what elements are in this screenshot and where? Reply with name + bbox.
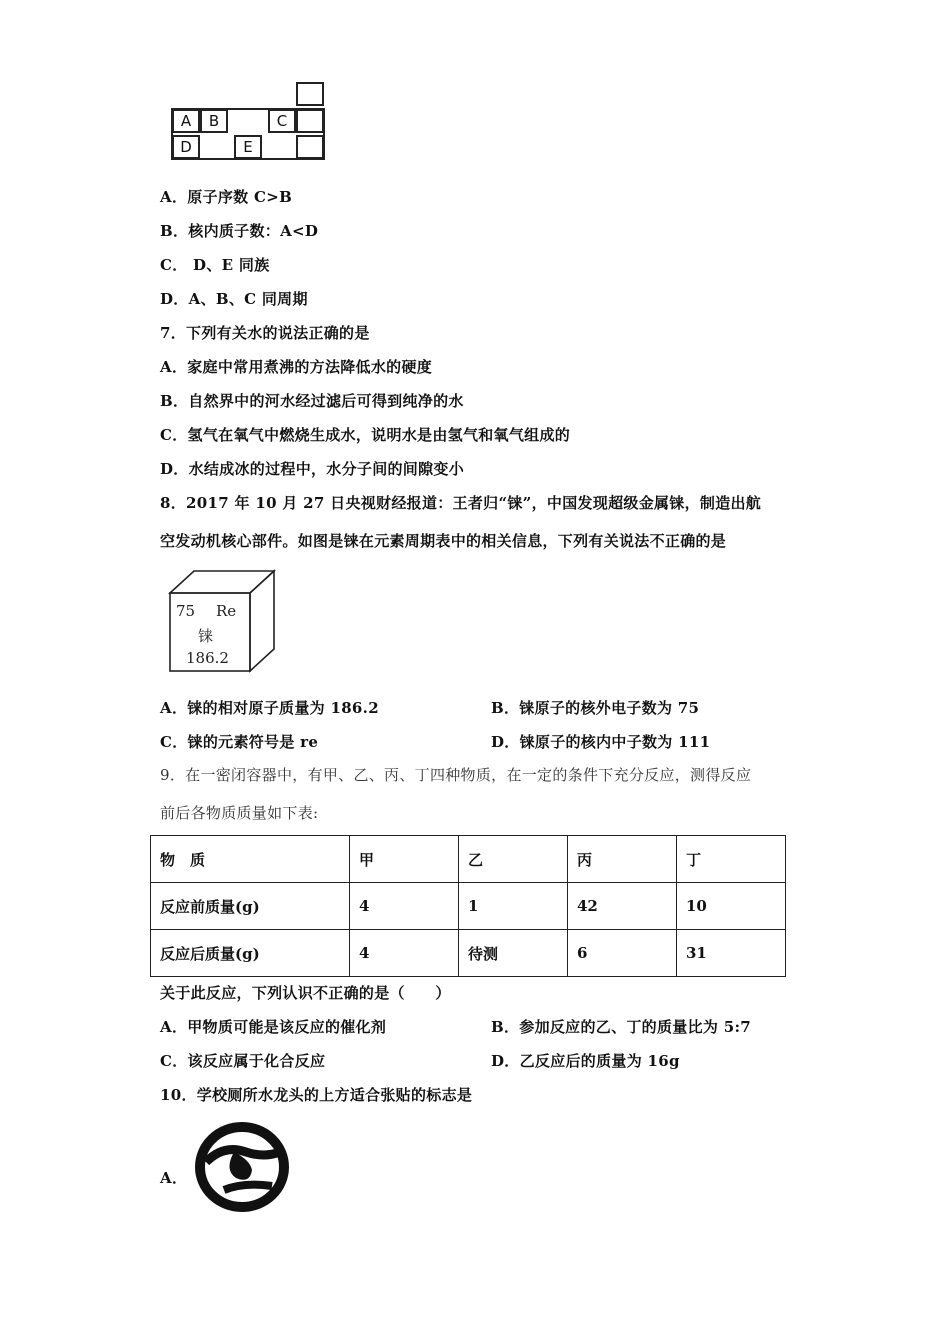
rhenium-element-card <box>166 567 278 675</box>
element-name: 铼 <box>198 627 214 645</box>
table-header-cell: 甲 <box>350 836 459 883</box>
table-header-cell: 丙 <box>568 836 677 883</box>
table-header-cell: 物 质 <box>151 836 350 883</box>
table-cell: 待测 <box>459 930 568 977</box>
q7-option-b: B．自然界中的河水经过滤后可得到纯净的水 <box>160 392 464 410</box>
grid-cell-d: D <box>172 135 200 159</box>
q8-option-c: C．铼的元素符号是 re <box>160 733 319 751</box>
q7-stem: 7．下列有关水的说法正确的是 <box>160 324 370 342</box>
table-cell: 4 <box>350 883 459 930</box>
q9-stem-line2: 前后各物质质量如下表: <box>160 804 319 822</box>
table-cell: 1 <box>459 883 568 930</box>
table-cell: 10 <box>677 883 786 930</box>
water-saving-symbol-icon <box>194 1122 290 1212</box>
element-atomic-number: 75 <box>176 602 196 620</box>
q7-option-c: C．氢气在氧气中燃烧生成水，说明水是由氢气和氧气组成的 <box>160 426 571 444</box>
q6-option-c: C． D、E 同族 <box>160 256 270 274</box>
q9-option-d: D．乙反应后的质量为 16g <box>491 1052 680 1070</box>
q9-option-a: A．甲物质可能是该反应的催化剂 <box>160 1018 387 1036</box>
q8-option-d: D．铼原子的核内中子数为 111 <box>491 733 711 751</box>
q8-option-a: A．铼的相对原子质量为 186.2 <box>160 699 379 717</box>
q6-option-b: B．核内质子数：A<D <box>160 222 319 240</box>
table-row <box>151 930 786 977</box>
q9-stem-line1: 9．在一密闭容器中，有甲、乙、丙、丁四种物质，在一定的条件下充分反应，测得反应 <box>160 766 752 784</box>
table-cell: 42 <box>568 883 677 930</box>
grid-outline <box>170 82 328 162</box>
q7-option-a: A．家庭中常用煮沸的方法降低水的硬度 <box>160 358 433 376</box>
q7-option-d: D．水结成冰的过程中，水分子间的间隙变小 <box>160 460 465 478</box>
grid-cell-b: B <box>200 109 228 133</box>
table-cell: 反应前质量(g) <box>151 883 350 930</box>
element-symbol: Re <box>216 602 237 620</box>
q6-option-a: A．原子序数 C>B <box>160 188 293 206</box>
q6-option-d: D．A、B、C 同周期 <box>160 290 308 308</box>
table-header-row <box>151 836 786 883</box>
element-atomic-mass: 186.2 <box>186 649 229 667</box>
table-cell: 4 <box>350 930 459 977</box>
q9-option-b: B．参加反应的乙、丁的质量比为 5:7 <box>491 1018 752 1036</box>
q8-stem-line2: 空发动机核心部件。如图是铼在元素周期表中的相关信息，下列有关说法不正确的是 <box>160 532 727 550</box>
grid-cell-c: C <box>268 109 296 133</box>
q10-option-a-label: A． <box>160 1169 188 1187</box>
grid-cell-e: E <box>234 135 262 159</box>
table-cell: 31 <box>677 930 786 977</box>
q10-stem: 10．学校厕所水龙头的上方适合张贴的标志是 <box>160 1086 473 1104</box>
grid-cell-a: A <box>172 109 200 133</box>
periodic-table-grid-figure <box>170 82 328 162</box>
table-header-cell: 丁 <box>677 836 786 883</box>
q9-option-c: C．该反应属于化合反应 <box>160 1052 326 1070</box>
table-cell: 6 <box>568 930 677 977</box>
q8-option-b: B．铼原子的核外电子数为 75 <box>491 699 700 717</box>
q8-stem-line1: 8．2017 年 10 月 27 日央视财经报道：王者归“铼”，中国发现超级金属铼，制造出航 <box>160 494 762 512</box>
table-cell: 反应后质量(g) <box>151 930 350 977</box>
mass-data-table <box>150 835 786 977</box>
table-row <box>151 883 786 930</box>
q9-question: 关于此反应，下列认识不正确的是（ ） <box>160 984 451 1002</box>
table-header-cell: 乙 <box>459 836 568 883</box>
